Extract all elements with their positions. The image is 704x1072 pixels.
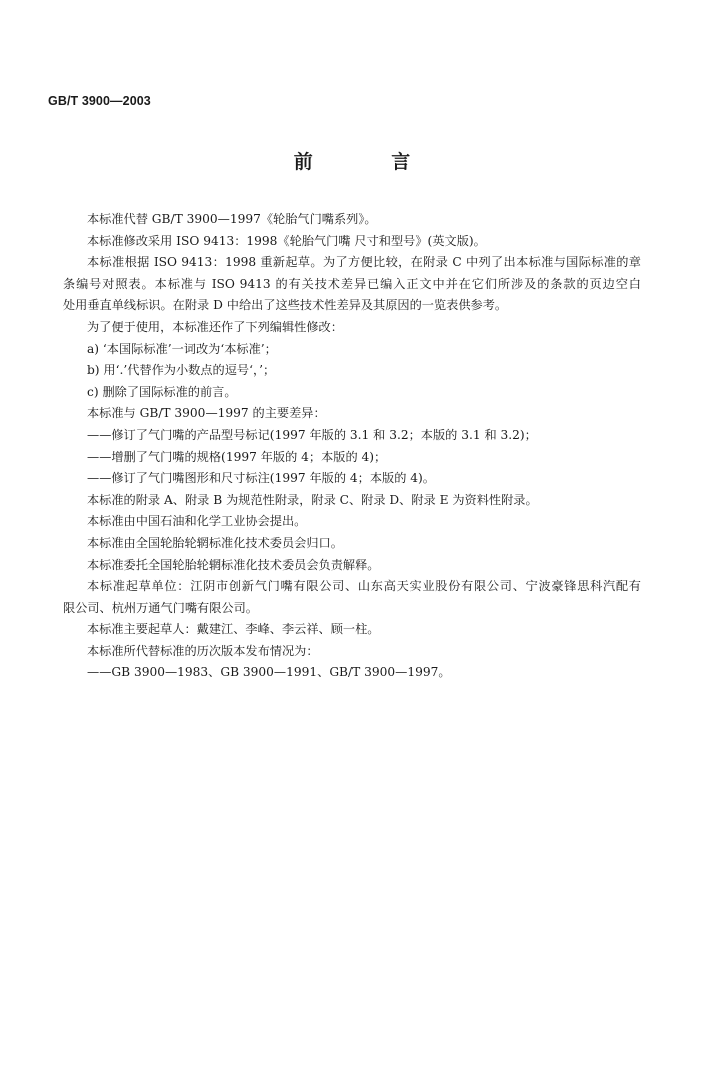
paragraph-line: 本标准起草单位：江阴市创新气门嘴有限公司、山东高天实业股份有限公司、宁波豪锋思科汽配有 xyxy=(87,579,641,594)
paragraph-line: 本标准与 GB/T 3900—1997 的主要差异： xyxy=(87,406,326,421)
list-item: a) ‘本国际标准’一词改为‘本标准’； xyxy=(87,341,277,356)
list-item: ——增删了气门嘴的规格(1997 年版的 4；本版的 4)； xyxy=(87,449,387,464)
paragraph-line: 条编号对照表。本标准与 ISO 9413 的有关技术差异已编入正文中并在它们所涉及的条款的页边空白 xyxy=(63,276,641,291)
paragraph-line: 为了便于使用，本标准还作了下列编辑性修改： xyxy=(87,319,343,334)
paragraph-line: 本标准根据 ISO 9413：1998 重新起草。为了方便比较，在附录 C 中列了出本标准与国际标准的章 xyxy=(87,255,641,270)
standard-code-header: GB/T 3900—2003 xyxy=(48,94,151,108)
list-item: ——修订了气门嘴图形和尺寸标注(1997 年版的 4；本版的 4)。 xyxy=(87,471,435,486)
page-title: 前 言 xyxy=(293,151,447,173)
paragraph-line: 本标准委托全国轮胎轮辋标准化技术委员会负责解释。 xyxy=(87,557,380,572)
paragraph-line: 本标准所代替标准的历次版本发布情况为： xyxy=(87,643,319,658)
paragraph-line: 本标准修改采用 ISO 9413：1998《轮胎气门嘴 尺寸和型号》(英文版)。 xyxy=(87,233,486,248)
list-item: b) 用‘.’代替作为小数点的逗号‘，’； xyxy=(87,363,276,378)
paragraph-line: 处用垂直单线标识。在附录 D 中给出了这些技术性差异及其原因的一览表供参考。 xyxy=(63,298,508,313)
list-item: c) 删除了国际标准的前言。 xyxy=(87,384,237,399)
paragraph-line: 本标准代替 GB/T 3900—1997《轮胎气门嘴系列》。 xyxy=(87,212,377,226)
list-item: ——GB 3900—1983、GB 3900—1991、GB/T 3900—1997。 xyxy=(87,665,451,680)
paragraph-line: 本标准主要起草人：戴建江、李峰、李云祥、顾一柱。 xyxy=(87,622,380,637)
paragraph-line: 本标准由中国石油和化学工业协会提出。 xyxy=(87,514,307,529)
paragraph-line: 本标准的附录 A、附录 B 为规范性附录，附录 C、附录 D、附录 E 为资料性附录。 xyxy=(87,492,538,507)
foreword-body xyxy=(63,209,641,684)
paragraph-line: 本标准由全国轮胎轮辋标准化技术委员会归口。 xyxy=(87,535,343,550)
list-item: ——修订了气门嘴的产品型号标记(1997 年版的 3.1 和 3.2；本版的 3.1 和 3.2)； xyxy=(87,427,537,442)
paragraph-line: 限公司、杭州万通气门嘴有限公司。 xyxy=(63,600,258,615)
